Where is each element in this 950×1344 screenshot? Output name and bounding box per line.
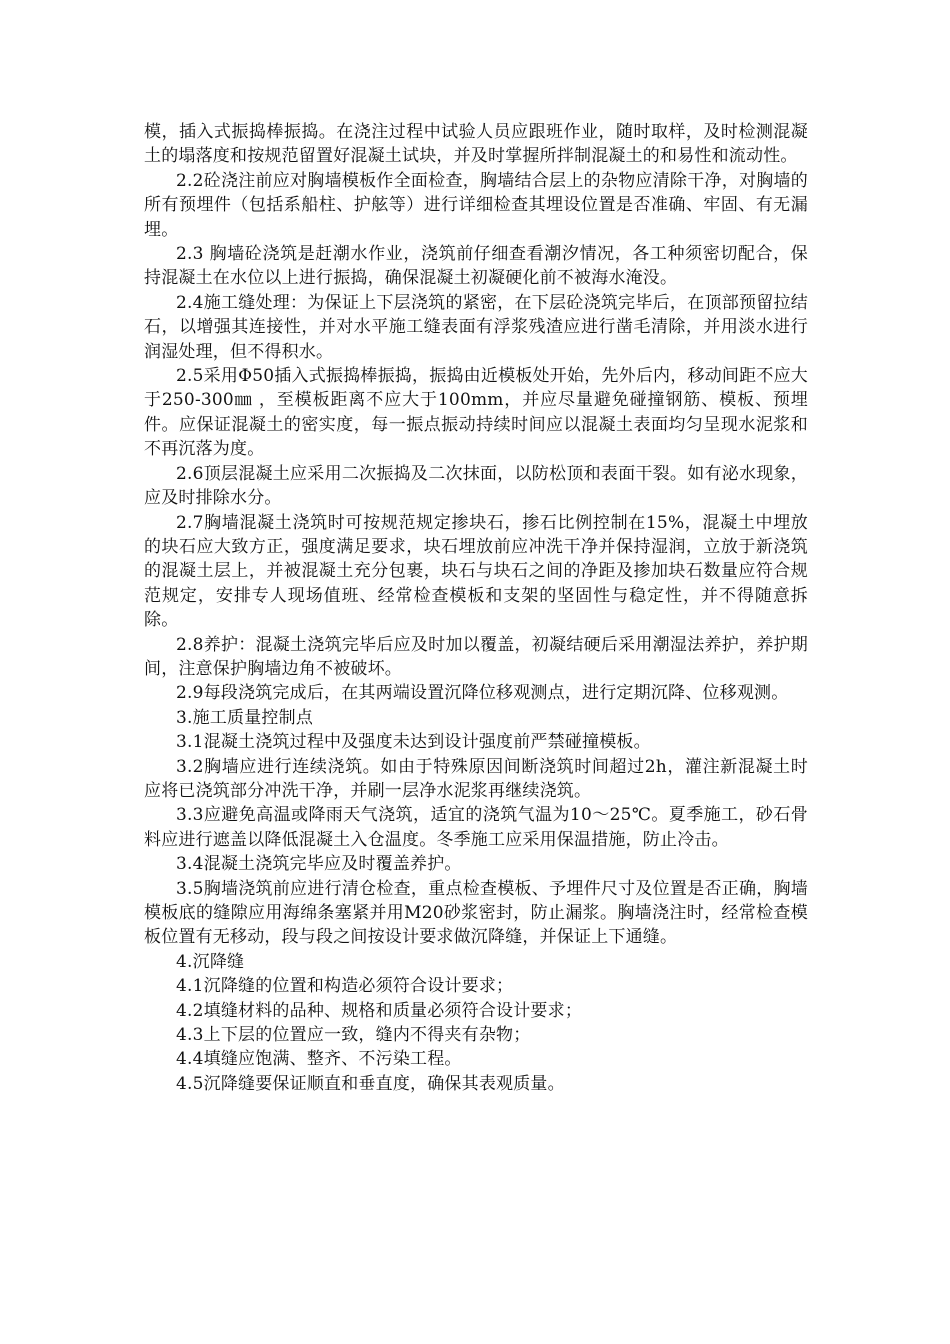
paragraph-2-4: 2.4施工缝处理：为保证上下层浇筑的紧密，在下层砼浇筑完毕后，在顶部预留拉结石，以增强其连接性，并对水平施工缝表面有浮浆残渣应进行凿毛清除，并用淡水进行润湿处理，但不得积水。 — [144, 292, 808, 362]
document-body — [144, 120, 808, 1096]
paragraph-2-6: 2.6顶层混凝土应采用二次振捣及二次抹面，以防松顶和表面干裂。如有泌水现象，应及时排除水分。 — [144, 463, 808, 509]
paragraph-3-1: 3.1混凝土浇筑过程中及强度未达到设计强度前严禁碰撞模板。 — [176, 732, 651, 753]
paragraph-2-9: 2.9每段浇筑完成后，在其两端设置沉降位移观测点，进行定期沉降、位移观测。 — [176, 683, 789, 704]
paragraph-4-3: 4.3上下层的位置应一致，缝内不得夹有杂物； — [176, 1025, 531, 1046]
paragraph-3-3: 3.3应避免高温或降雨天气浇筑，适宜的浇筑气温为10～25℃。夏季施工，砂石骨料应进行遮盖以降低混凝土入仓温度。冬季施工应采用保温措施，防止冷击。 — [144, 805, 808, 850]
paragraph-3-4: 3.4混凝土浇筑完毕应及时覆盖养护。 — [176, 854, 462, 875]
paragraph-4-1: 4.1沉降缝的位置和构造必须符合设计要求； — [176, 976, 514, 997]
paragraph-2-3: 2.3 胸墙砼浇筑是赶潮水作业，浇筑前仔细查看潮汐情况，各工种须密切配合，保持混凝土在水位以上进行振捣，确保混凝土初凝硬化前不被海水淹没。 — [144, 244, 808, 289]
paragraph-3-5: 3.5胸墙浇筑前应进行清仓检查，重点检查模板、予埋件尺寸及位置是否正确，胸墙模板底的缝隙应用海绵条塞紧并用M20砂浆密封，防止漏浆。胸墙浇注时，经常检查模板位置有无移动，段与段之间按设计要求做沉降缝，并保证上下通缝。 — [144, 878, 808, 948]
paragraph-4-2: 4.2填缝材料的品种、规格和质量必须符合设计要求； — [176, 1000, 583, 1021]
paragraph-4-4: 4.4填缝应饱满、整齐、不污染工程。 — [176, 1049, 462, 1070]
paragraph-2-8: 2.8养护：混凝土浇筑完毕后应及时加以覆盖，初凝结硬后采用潮湿法养护，养护期间，注意保护胸墙边角不被破坏。 — [144, 634, 808, 679]
paragraph-2-7: 2.7胸墙混凝土浇筑时可按规范规定掺块石，掺石比例控制在15%，混凝土中埋放的块石应大致方正，强度满足要求，块石埋放前应冲洗干净并保持湿润，立放于新浇筑的混凝土层上，并被混凝土充分包裹，块石与块石之间的净距及掺加块石数量应符合规范规定，安排专人现场值班、经常检查模板和支架的坚固性与稳定性，并不得随意拆除。 — [144, 512, 808, 631]
paragraph-continuation: 模，插入式振捣棒振捣。在浇注过程中试验人员应跟班作业，随时取样，及时检测混凝土的塌落度和按规范留置好混凝土试块，并及时掌握所拌制混凝土的和易性和流动性。 — [144, 122, 808, 167]
section-heading-3: 3.施工质量控制点 — [176, 707, 314, 728]
paragraph-2-5: 2.5采用Φ50插入式振捣棒振捣，振捣由近模板处开始，先外后内，移动间距不应大于250-300㎜ ，至模板距离不应大于100mm，并应尽量避免碰撞钢筋、模板、预埋件。应保证混凝土的密实度，每一振点振动持续时间应以混凝土表面均匀呈现水泥浆和不再沉落为度。 — [144, 366, 808, 460]
paragraph-3-2: 3.2胸墙应进行连续浇筑。如由于特殊原因间断浇筑时间超过2h，灌注新混凝土时应将已浇筑部分冲洗干净，并刷一层净水泥浆再继续浇筑。 — [144, 756, 808, 801]
paragraph-2-2: 2.2砼浇注前应对胸墙模板作全面检查，胸墙结合层上的杂物应清除干净，对胸墙的所有预埋件（包括系船柱、护舷等）进行详细检查其埋设位置是否准确、牢固、有无漏埋。 — [144, 170, 808, 240]
paragraph-4-5: 4.5沉降缝要保证顺直和垂直度，确保其表观质量。 — [176, 1073, 565, 1094]
section-heading-4: 4.沉降缝 — [176, 951, 245, 972]
